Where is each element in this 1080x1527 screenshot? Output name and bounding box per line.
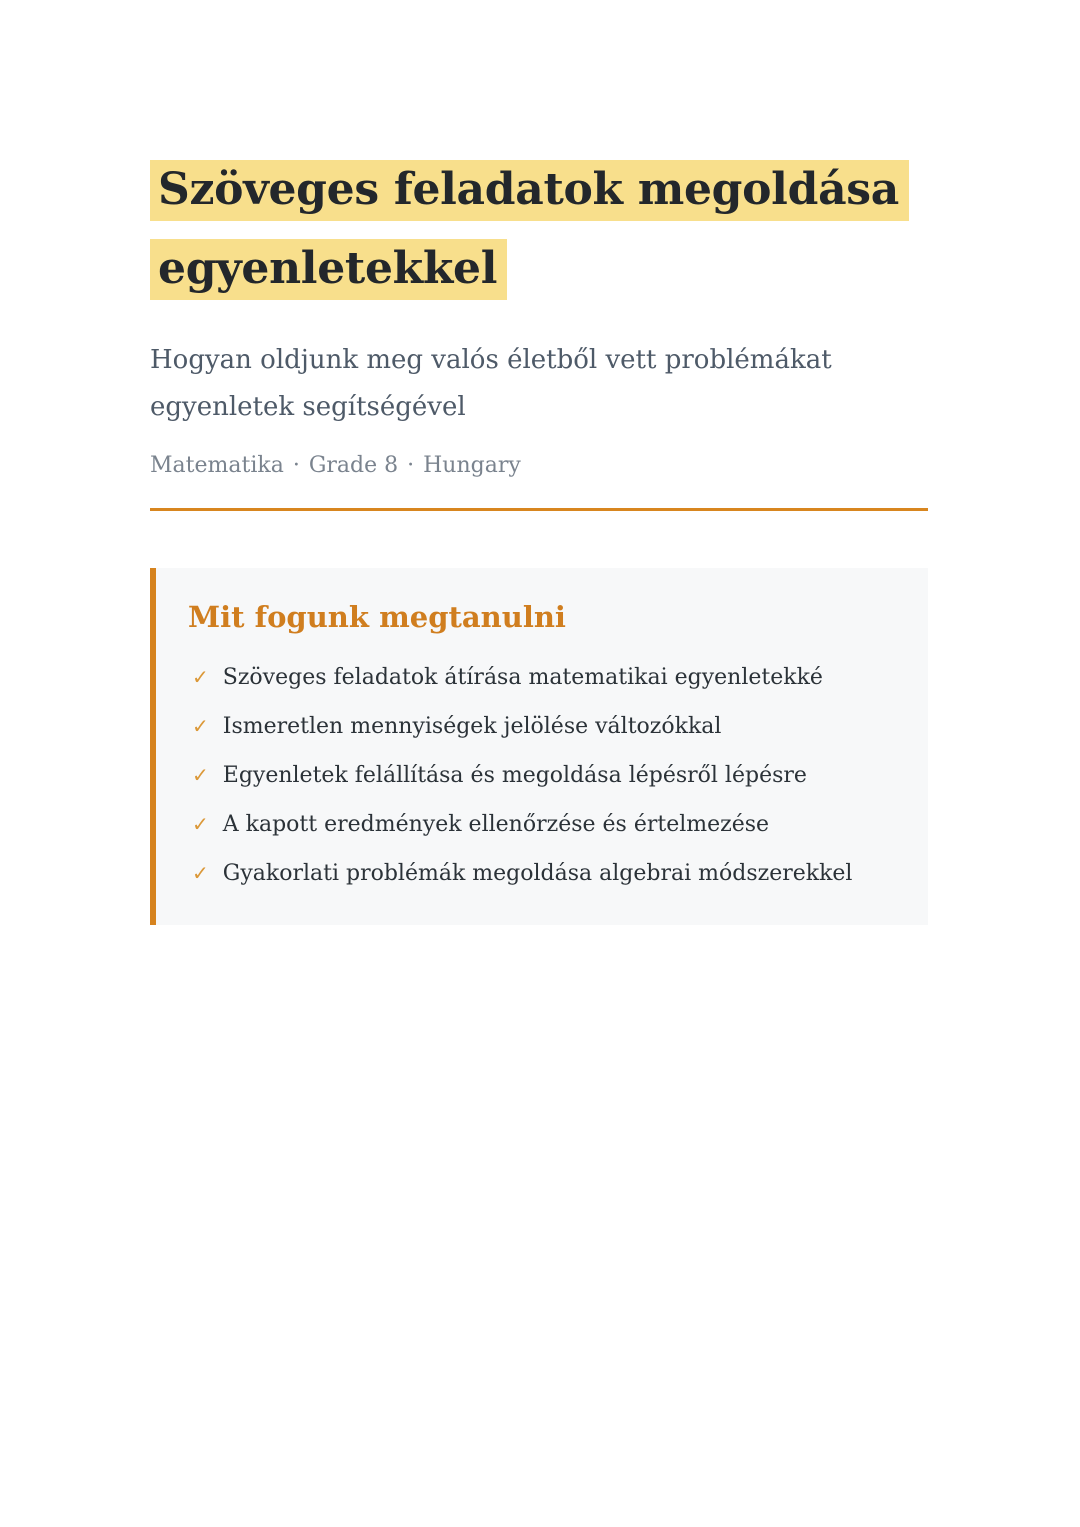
objective-text: Egyenletek felállítása és megoldása lépésről lépésre [222, 763, 807, 788]
list-item [192, 662, 892, 693]
list-item [192, 858, 892, 889]
check-icon: ✓ [192, 812, 209, 836]
list-item [192, 711, 892, 742]
lesson-header [150, 150, 928, 511]
check-icon: ✓ [192, 665, 209, 689]
list-item [192, 760, 892, 791]
header-divider [150, 508, 928, 511]
check-icon: ✓ [192, 763, 209, 787]
meta-separator: · [292, 453, 300, 478]
card-heading: Mit fogunk megtanulni [188, 600, 566, 634]
objective-text: Gyakorlati problémák megoldása algebrai módszerekkel [222, 861, 853, 886]
objectives-list [188, 662, 892, 889]
title-highlight: egyenletekkel [150, 239, 507, 300]
objective-text: Ismeretlen mennyiségek jelölése változókkal [222, 714, 722, 739]
meta-country: Hungary [423, 453, 521, 478]
title-line-2 [150, 229, 928, 308]
list-item [192, 809, 892, 840]
page-subtitle: Hogyan oldjunk meg valós életből vett problémákat egyenletek segítségével [150, 345, 832, 422]
check-icon: ✓ [192, 714, 209, 738]
page-title [150, 150, 928, 308]
title-highlight: Szöveges feladatok megoldása [150, 160, 909, 221]
objective-text: Szöveges feladatok átírása matematikai egyenletekké [222, 665, 823, 690]
meta-subject: Matematika [150, 453, 284, 478]
meta-separator: · [407, 453, 415, 478]
meta-line [150, 453, 928, 479]
learning-objectives-card [150, 568, 928, 925]
check-icon: ✓ [192, 861, 209, 885]
title-line-1 [150, 150, 928, 229]
meta-grade: Grade 8 [308, 453, 399, 478]
objective-text: A kapott eredmények ellenőrzése és értelmezése [222, 812, 770, 837]
